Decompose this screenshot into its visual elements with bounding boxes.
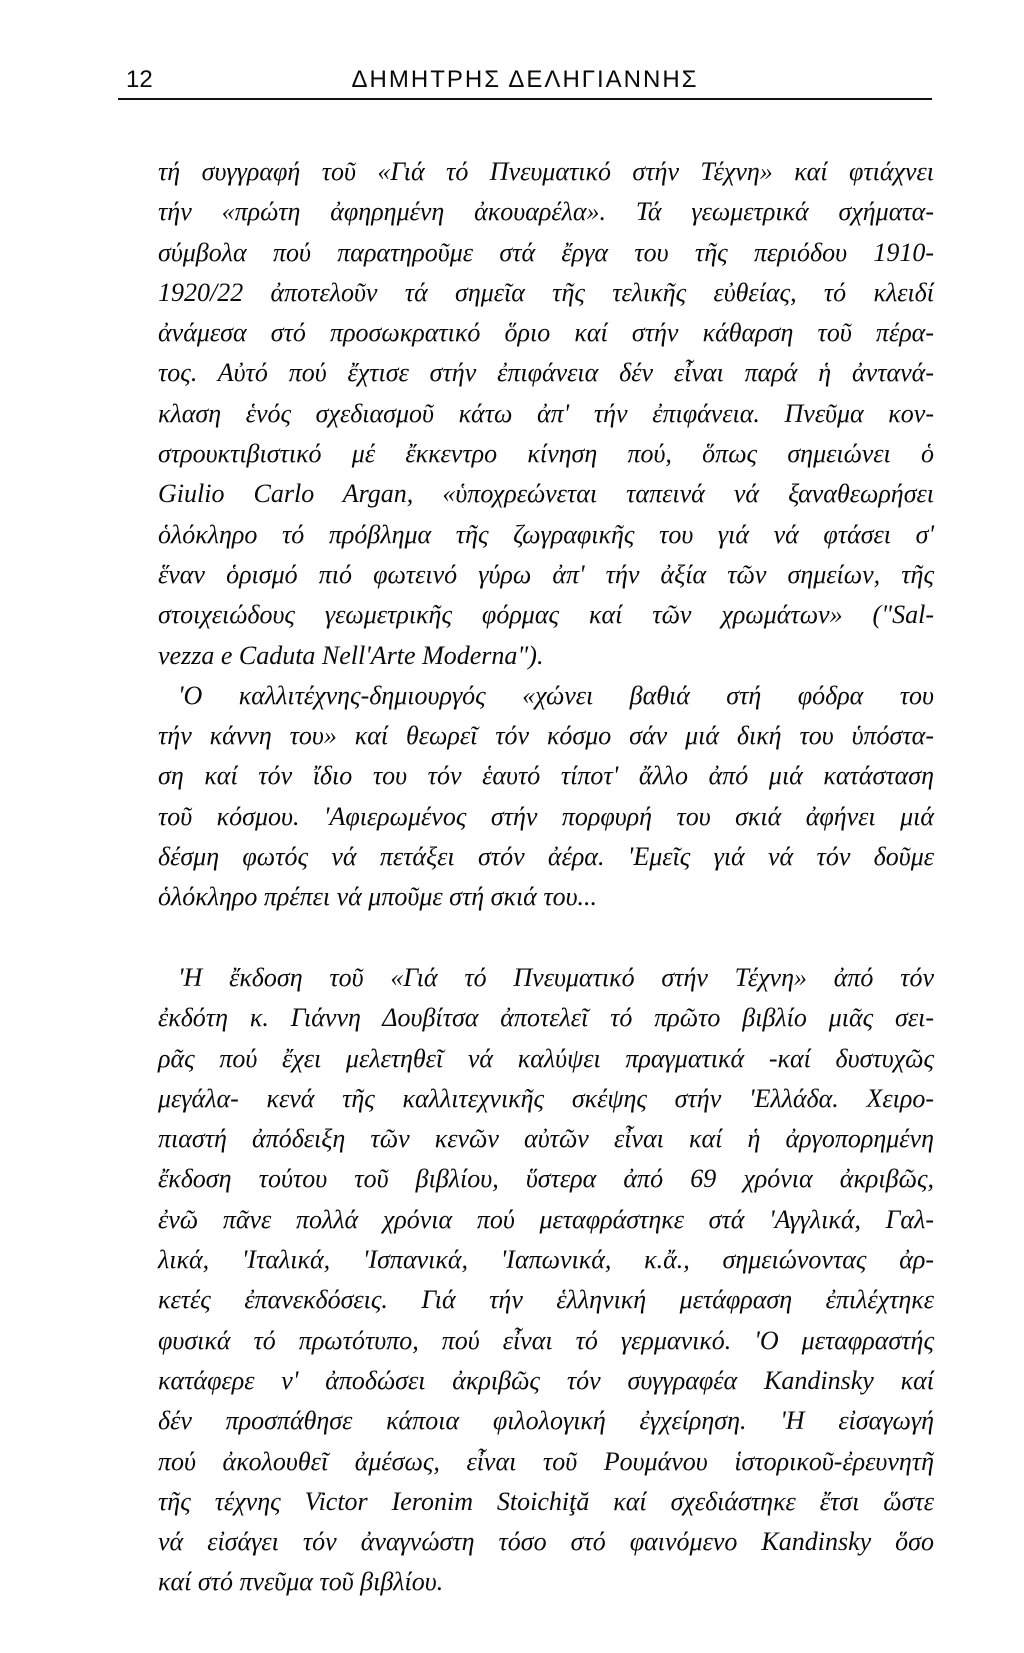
text-line: ἐνῶ πᾶνε πολλά χρόνια πού μεταφράστηκε στά 'Αγγλικά, Γαλ- — [158, 1204, 934, 1234]
text-line: μεγάλα- κενά τῆς καλλιτεχνικῆς σκέψης στήν 'Ελλάδα. Χειρο- — [158, 1083, 934, 1113]
text-line: δέν προσπάθησε κάποια φιλολογική ἐγχείρηση. 'Η εἰσαγωγή — [158, 1406, 934, 1436]
text-line: ὁλόκληρο πρέπει νά μποῦμε στή σκιά του... — [158, 882, 598, 912]
text-line: πιαστή ἀπόδειξη τῶν κενῶν αὐτῶν εἶναι καί ἡ ἀργοπορημένη — [158, 1124, 934, 1154]
text-line: τήν «πρώτη ἀφηρημένη ἀκουαρέλα». Τά γεωμετρικά σχήματα- — [158, 197, 934, 227]
paragraph-3 — [158, 958, 934, 1603]
paragraph-spacer — [158, 918, 934, 958]
text-line: δέσμη φωτός νά πετάξει στόν ἀέρα. 'Εμεῖς γιά νά τόν δοῦμε — [158, 842, 934, 872]
text-line: λικά, 'Ιταλικά, 'Ισπανικά, 'Ιαπωνικά, κ.ἄ., σημειώνοντας ἀρ- — [158, 1245, 934, 1275]
text-line: κατάφερε ν' ἀποδώσει ἀκριβῶς τόν συγγραφέα Kandinsky καί — [158, 1365, 934, 1395]
text-line: νά εἰσάγει τόν ἀναγνώστη τόσο στό φαινόμενο Kandinsky ὅσο — [158, 1527, 934, 1557]
text-line: ση καί τόν ἴδιο του τόν ἑαυτό τίποτ' ἄλλο ἀπό μιά κατάσταση — [158, 761, 934, 791]
text-line: στοιχειώδους γεωμετρικῆς φόρμας καί τῶν χρωμάτων» ("Sal- — [158, 600, 934, 630]
text-line: ἕναν ὁρισμό πιό φωτεινό γύρω ἀπ' τήν ἀξία τῶν σημείων, τῆς — [158, 559, 934, 589]
text-line: στρουκτιβιστικό μέ ἔκκεντρο κίνηση πού, ὅπως σημειώνει ὁ — [158, 439, 934, 469]
text-line: πού ἀκολουθεῖ ἀμέσως, εἶναι τοῦ Ρουμάνου ἱστορικοῦ-ἐρευνητῆ — [158, 1446, 934, 1476]
page-number: 12 — [126, 66, 153, 93]
body-text — [158, 152, 934, 1603]
text-line: τοῦ κόσμου. 'Αφιερωμένος στήν πορφυρή του σκιά ἀφήνει μιά — [158, 801, 934, 831]
running-head: ΔΗΜΗΤΡΗΣ ΔΕΛΗΓΙΑΝΝΗΣ — [351, 66, 699, 93]
page-header — [118, 62, 932, 100]
text-line: ἀνάμεσα στό προσωκρατικό ὅριο καί στήν κάθαρση τοῦ πέρα- — [158, 318, 934, 348]
text-line: κετές ἐπανεκδόσεις. Γιά τήν ἑλληνική μετάφραση ἐπιλέχτηκε — [158, 1285, 934, 1315]
text-line: 1920/22 ἀποτελοῦν τά σημεῖα τῆς τελικῆς εὐθείας, τό κλειδί — [158, 277, 934, 307]
text-line: τος. Αὐτό πού ἔχτισε στήν ἐπιφάνεια δέν εἶναι παρά ἡ ἀντανά- — [158, 358, 934, 388]
paragraph-2 — [158, 676, 934, 918]
text-line: τήν κάννη του» καί θεωρεῖ τόν κόσμο σάν μιά δική του ὑπόστα- — [158, 721, 934, 751]
text-line: 'Η ἔκδοση τοῦ «Γιά τό Πνευματικό στήν Τέχνη» ἀπό τόν — [178, 962, 934, 992]
text-line: κλαση ἑνός σχεδιασμοῦ κάτω ἀπ' τήν ἐπιφάνεια. Πνεῦμα κον- — [158, 398, 934, 428]
text-line: 'Ο καλλιτέχνης-δημιουργός «χώνει βαθιά στή φόδρα του — [178, 680, 934, 710]
text-line: ὁλόκληρο τό πρόβλημα τῆς ζωγραφικῆς του γιά νά φτάσει σ' — [158, 519, 934, 549]
text-line: ρᾶς πού ἔχει μελετηθεῖ νά καλύψει πραγματικά -καί δυστυχῶς — [158, 1043, 934, 1073]
text-line: ἔκδοση τούτου τοῦ βιβλίου, ὕστερα ἀπό 69 χρόνια ἀκριβῶς, — [158, 1164, 934, 1194]
text-line: τή συγγραφή τοῦ «Γιά τό Πνευματικό στήν Τέχνη» καί φτιάχνει — [158, 157, 934, 186]
text-line: ἐκδότη κ. Γιάννη Δουβίτσα ἀποτελεῖ τό πρῶτο βιβλίο μιᾶς σει- — [158, 1003, 934, 1033]
text-line: τῆς τέχνης Victor Ieronim Stoichiţă καί σχεδιάστηκε ἔτσι ὥστε — [158, 1486, 934, 1516]
text-line: σύμβολα πού παρατηροῦμε στά ἔργα του τῆς περιόδου 1910- — [158, 237, 934, 267]
text-line: καί στό πνεῦμα τοῦ βιβλίου. — [158, 1567, 444, 1597]
text-line: φυσικά τό πρωτότυπο, πού εἶναι τό γερμανικό. 'Ο μεταφραστής — [158, 1325, 934, 1355]
text-line: Giulio Carlo Argan, «ὑποχρεώνεται ταπεινά νά ξαναθεωρήσει — [158, 479, 934, 509]
paragraph-1 — [158, 152, 934, 676]
text-line: vezza e Caduta Nell'Arte Moderna"). — [158, 640, 544, 670]
